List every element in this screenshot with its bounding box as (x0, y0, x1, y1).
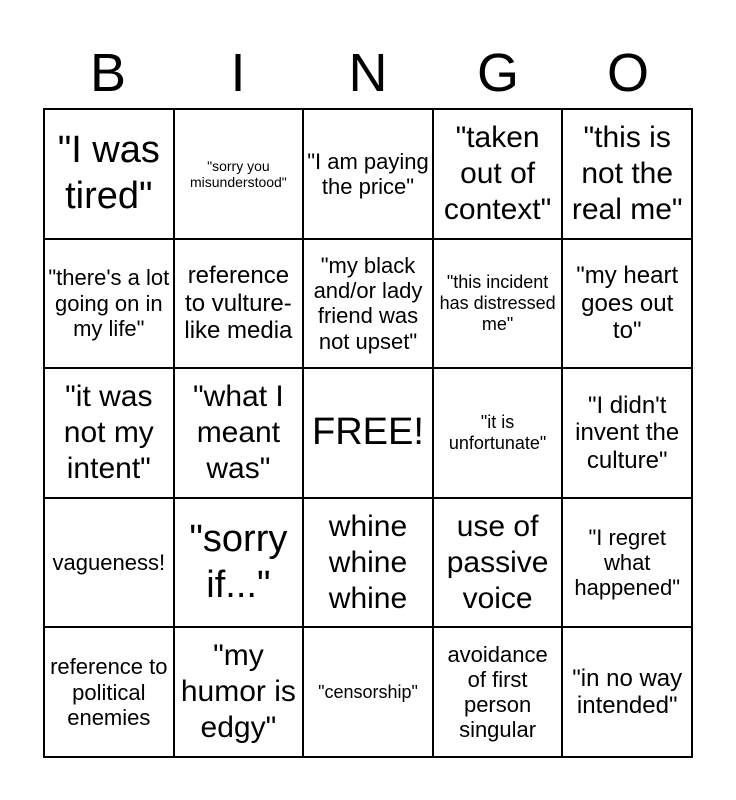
header-letter-o: O (606, 43, 649, 103)
bingo-cell[interactable]: reference to vulture-like media (174, 239, 304, 369)
bingo-cell[interactable]: "I was tired" (44, 109, 174, 239)
bingo-cell[interactable]: reference to political enemies (44, 627, 174, 757)
header-letter-g: G (476, 43, 519, 103)
bingo-board (43, 108, 693, 758)
bingo-cell[interactable]: "there's a lot going on in my life" (44, 239, 174, 369)
bingo-cell[interactable]: "my black and/or lady friend was not upset" (303, 239, 433, 369)
bingo-cell[interactable]: "in no way intended" (562, 627, 692, 757)
bingo-cell[interactable]: "censorship" (303, 627, 433, 757)
bingo-cell[interactable]: "I didn't invent the culture" (562, 368, 692, 498)
header-letter-i: I (230, 43, 246, 103)
bingo-cell[interactable]: "I regret what happened" (562, 498, 692, 628)
bingo-cell[interactable]: vagueness! (44, 498, 174, 628)
bingo-header (43, 42, 693, 104)
bingo-cell[interactable]: "this incident has distressed me" (433, 239, 563, 369)
bingo-cell[interactable]: "my humor is edgy" (174, 627, 304, 757)
bingo-cell[interactable]: "it is unfortunate" (433, 368, 563, 498)
bingo-cell[interactable]: "I am paying the price" (303, 109, 433, 239)
bingo-cell[interactable]: "what I meant was" (174, 368, 304, 498)
bingo-cell[interactable]: avoidance of first person singular (433, 627, 563, 757)
bingo-cell[interactable]: "taken out of context" (433, 109, 563, 239)
header-letter-b: B (89, 43, 127, 103)
bingo-cell[interactable]: use of passive voice (433, 498, 563, 628)
bingo-cell[interactable]: whine whine whine (303, 498, 433, 628)
bingo-cell[interactable]: "sorry if..." (174, 498, 304, 628)
free-space-cell[interactable]: FREE! (303, 368, 433, 498)
bingo-cell[interactable]: "this is not the real me" (562, 109, 692, 239)
bingo-cell[interactable]: "my heart goes out to" (562, 239, 692, 369)
bingo-cell[interactable]: "sorry you misunderstood" (174, 109, 304, 239)
bingo-cell[interactable]: "it was not my intent" (44, 368, 174, 498)
header-letter-n: N (348, 43, 388, 103)
